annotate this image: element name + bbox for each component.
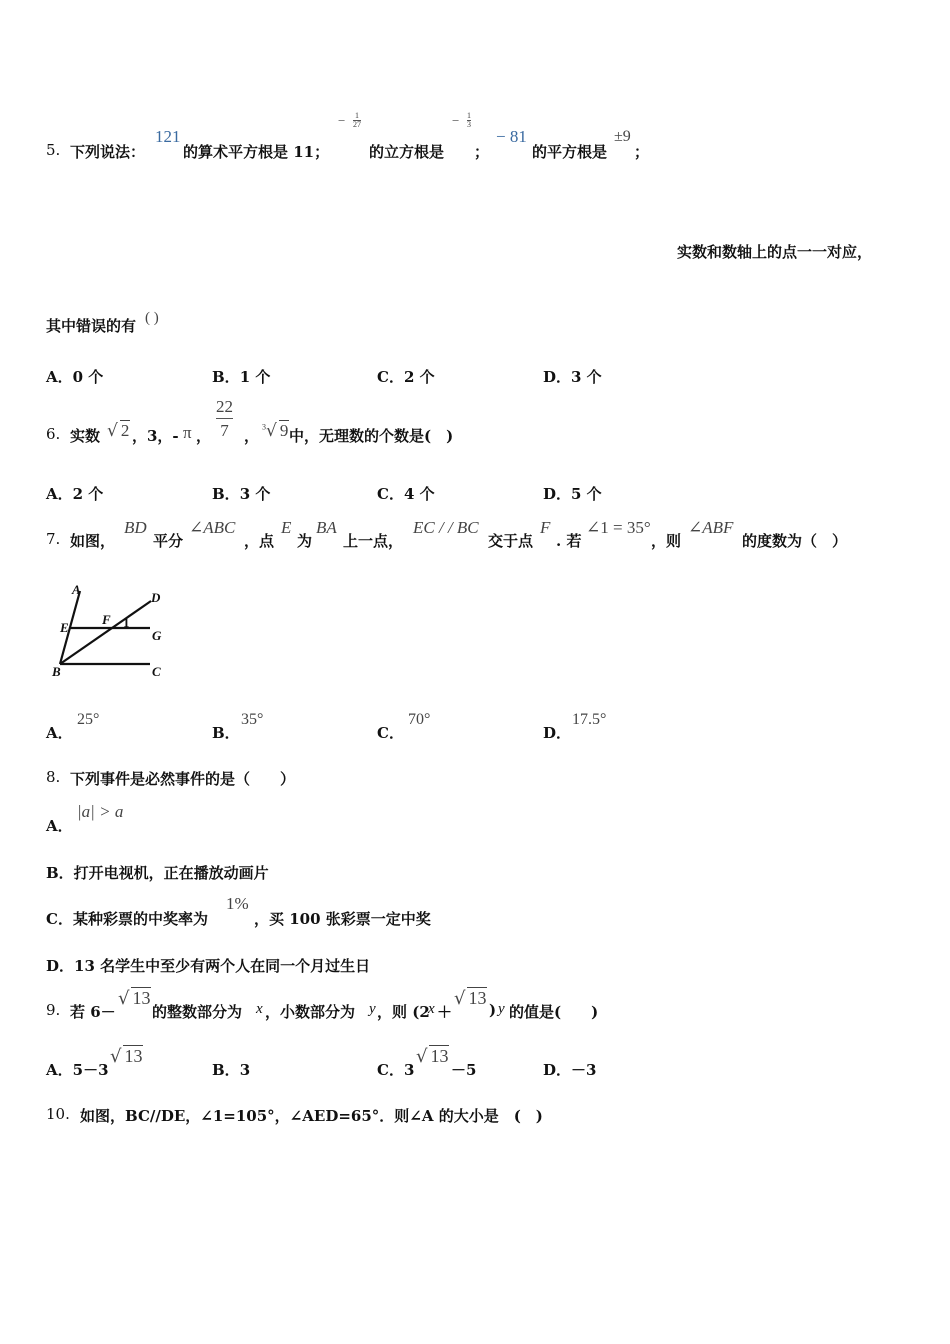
- q7-prefix: 如图，: [70, 532, 116, 550]
- q7-math-abf: ∠ABF: [688, 518, 734, 537]
- q8-stem: 下列事件是必然事件的是（ ）: [70, 770, 296, 788]
- q6-option-a: A．2 个: [46, 485, 104, 503]
- q6-option-b: B．3 个: [212, 485, 271, 503]
- q6-prefix: 实数: [70, 427, 101, 445]
- q8-option-c-math: 1%: [226, 894, 249, 913]
- q6-number: 6.: [46, 425, 61, 443]
- q7-label-g: G: [152, 628, 162, 643]
- q7-label-e: E: [60, 620, 69, 635]
- q6-fraction: [216, 398, 233, 439]
- q7-option-a-label: A．: [46, 724, 73, 742]
- q8-number: 8.: [46, 768, 61, 786]
- q9-number: 9.: [46, 1001, 61, 1019]
- q5-option-d: D．3 个: [543, 368, 602, 386]
- q7-math-angle1: ∠1 = 35°: [586, 518, 651, 537]
- q7-text-7: ，则: [651, 532, 682, 550]
- q5-frac1-num: 1: [355, 111, 359, 120]
- q5-prefix: 下列说法：: [70, 143, 146, 161]
- q9-option-d: D．－3: [543, 1061, 597, 1079]
- q5-text-3: 的平方根是: [532, 143, 608, 161]
- q5-paren: ( ): [145, 310, 159, 326]
- q7-option-c-label: C．: [377, 724, 404, 742]
- q5-option-c: C．2 个: [377, 368, 435, 386]
- q9-text-3: ，小数部分为: [265, 1003, 356, 1021]
- q7-text-4: 上一点，: [343, 532, 404, 550]
- q8-option-c-rest: ，买 100 张彩票一定中奖: [254, 910, 431, 928]
- q10-stem: 如图，BC//DE，∠1=105°，∠AED=65°．则∠A 的大小是 ( ): [80, 1107, 543, 1125]
- q9-sqrt13-a: √ 13: [118, 988, 151, 1009]
- q9-sqrt13-b: √ 13: [454, 988, 487, 1009]
- q5-line-3: 其中错误的有: [46, 317, 137, 335]
- q9-option-a: A．5－3: [46, 1061, 109, 1079]
- q9-text-4: ，则 (2: [377, 1003, 430, 1021]
- q7-math-f: F: [540, 518, 551, 537]
- q5-option-a: A．0 个: [46, 368, 104, 386]
- q6-sqrt2: √ 2: [107, 421, 130, 441]
- q9-text-5: ＋: [437, 1003, 453, 1021]
- q7-option-d-label: D．: [543, 724, 572, 742]
- q7-math-ec-bc: EC / / BC: [413, 518, 479, 537]
- q7-option-c-value: 70°: [408, 711, 431, 728]
- q6-comma-1: ，3，-: [132, 427, 179, 445]
- q7-label-b: B: [52, 664, 61, 679]
- q5-math-neg81: − 81: [496, 127, 527, 146]
- q9-text-7: 的值是( ): [509, 1003, 599, 1021]
- q5-semicolon-2: ；: [634, 143, 650, 161]
- q8-option-d: D．13 名学生中至少有两个人在同一个月过生日: [46, 957, 371, 975]
- q6-cbrt9: $^3$√ 9: [262, 421, 289, 441]
- q5-frac2: [467, 110, 471, 129]
- q7-label-c: C: [152, 664, 161, 679]
- q7-text-6: . 若: [556, 532, 582, 550]
- q5-text-2: 的立方根是: [369, 143, 445, 161]
- q5-semicolon-1: ；: [474, 143, 490, 161]
- q9-option-c-sqrt: √ 13: [416, 1046, 449, 1067]
- q5-text-1: 的算术平方根是 11；: [183, 143, 330, 161]
- q10-number: 10.: [46, 1105, 70, 1123]
- q7-label-d: D: [151, 590, 161, 605]
- q9-option-b: B．3: [212, 1061, 251, 1079]
- q5-option-b: B．1 个: [212, 368, 271, 386]
- q7-label-a: A: [72, 582, 81, 597]
- q6-pi: π: [183, 423, 192, 442]
- q6-comma-2: ，: [196, 427, 212, 445]
- q7-option-b-label: B．: [212, 724, 240, 742]
- q7-math-ba: BA: [316, 518, 337, 537]
- q7-label-f: F: [102, 612, 111, 627]
- q5-math-pm9: ±9: [614, 128, 631, 145]
- q7-option-b-value: 35°: [241, 711, 264, 728]
- q5-frac1-sign: −: [338, 113, 346, 128]
- q6-option-c: C．4 个: [377, 485, 435, 503]
- q5-frac2-sign: −: [452, 113, 460, 128]
- q9-var-x2: x: [428, 1001, 435, 1017]
- q9-text-1: 若 6－: [70, 1003, 116, 1021]
- q7-text-1: 平分: [153, 532, 184, 550]
- q7-text-8: 的度数为（ ）: [742, 532, 848, 550]
- q9-option-c: C．3: [377, 1061, 415, 1079]
- q6-frac-num: 22: [216, 397, 233, 416]
- q9-var-y: y: [369, 1001, 376, 1017]
- q9-var-y2: y: [498, 1001, 505, 1017]
- q9-option-a-sqrt: √ 13: [110, 1046, 143, 1067]
- q6-comma-3: ，: [244, 427, 260, 445]
- q7-math-bd: BD: [124, 518, 147, 537]
- q7-option-d-value: 17.5°: [572, 711, 607, 728]
- q7-number: 7.: [46, 530, 61, 548]
- q7-math-abc: ∠ABC: [189, 518, 236, 537]
- q9-option-c-post: －5: [451, 1061, 477, 1079]
- q5-number: 5.: [46, 141, 61, 159]
- q9-text-2: 的整数部分为: [152, 1003, 243, 1021]
- q8-option-a-math: |a| > a: [77, 802, 124, 821]
- q8-option-a-label: A．: [46, 817, 73, 835]
- q5-frac2-den: 3: [467, 120, 471, 129]
- q5-frac1: [353, 110, 361, 129]
- q8-option-b: B．打开电视机，正在播放动画片: [46, 864, 269, 882]
- q7-text-3: 为: [297, 532, 313, 550]
- q7-option-a-value: 25°: [77, 711, 100, 728]
- q7-label-1: 1: [123, 615, 130, 630]
- q8-option-c-label: C．某种彩票的中奖率为: [46, 910, 208, 928]
- q7-figure: [44, 578, 176, 682]
- q7-text-5: 交于点: [488, 532, 534, 550]
- q7-text-2: ，点: [244, 532, 275, 550]
- q7-math-e: E: [281, 518, 292, 537]
- q6-suffix: 中，无理数的个数是( ): [289, 427, 454, 445]
- q5-frac1-den: 27: [353, 120, 361, 129]
- q9-var-x: x: [256, 1001, 263, 1017]
- q6-frac-den: 7: [220, 421, 229, 440]
- q9-text-6: ): [489, 1001, 497, 1019]
- q5-frac2-num: 1: [467, 111, 471, 120]
- q5-line-2: 实数和数轴上的点一一对应，: [677, 243, 873, 261]
- q6-option-d: D．5 个: [543, 485, 602, 503]
- q5-math-121: 121: [155, 127, 181, 146]
